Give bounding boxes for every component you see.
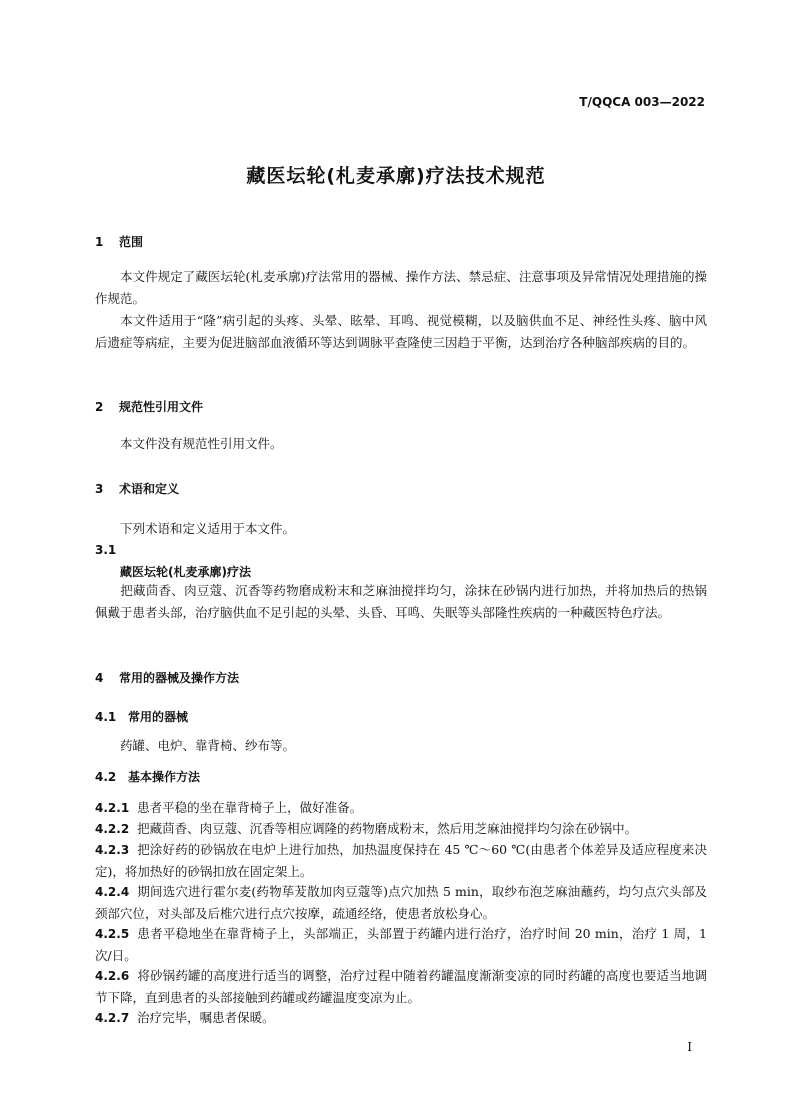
term-definition [95, 580, 707, 624]
section-number: 2 [95, 400, 104, 414]
section-3-heading [95, 480, 179, 497]
section-title: 术语和定义 [119, 482, 180, 496]
step-number: 4.2.3 [95, 843, 130, 857]
step-number: 4.2.7 [95, 1011, 130, 1025]
document-title: 藏医坛轮(札麦承廓)疗法技术规范 [246, 165, 546, 187]
paragraph-text: 本文件没有规范性引用文件。 [120, 436, 283, 451]
section-1-paragraph-2 [95, 310, 707, 354]
section-title: 基本操作方法 [128, 770, 201, 784]
section-title: 常用的器械及操作方法 [119, 671, 240, 685]
section-4-heading [95, 669, 239, 686]
paragraph-text: 下列术语和定义适用于本文件。 [120, 521, 296, 536]
section-1-heading [95, 233, 143, 250]
step-number: 4.2.5 [95, 927, 130, 941]
section-title: 常用的器械 [128, 710, 189, 724]
term-name: 藏医坛轮(札麦承廓)疗法 [120, 565, 251, 579]
step-text: 患者平稳的坐在靠背椅子上，做好准备。 [137, 800, 363, 815]
step-text: 把涂好药的砂锅放在电炉上进行加热，加热温度保持在 45 ℃～60 ℃(由患者个体差异及适应程度来决定)，将加热好的砂锅扣放在固定架上。 [95, 842, 707, 879]
section-4-1-paragraph [95, 735, 707, 757]
paragraph-text: 药罐、电炉、靠背椅、纱布等。 [120, 738, 296, 753]
section-2-heading [95, 398, 203, 415]
section-4-1-heading [95, 708, 188, 725]
section-title: 范围 [119, 235, 144, 249]
section-3-paragraph [95, 518, 707, 540]
step-item [95, 839, 707, 882]
paragraph-text: 把藏茴香、肉豆蔻、沉香等药物磨成粉末和芝麻油搅拌均匀，涂抹在砂锅内进行加热，并将加热后的热锅佩戴于患者头部，治疗脑供血不足引起的头晕、头昏、耳鸣、失眠等头部隆性疾病的一种藏医特色疗法。 [95, 583, 707, 620]
paragraph-text: 本文件规定了藏医坛轮(札麦承廓)疗法常用的器械、操作方法、禁忌症、注意事项及异常情况处理措施的操作规范。 [95, 269, 707, 306]
step-item [95, 797, 707, 819]
paragraph-text: 本文件适用于“隆”病引起的头疼、头晕、眩晕、耳鸣、视觉模糊，以及脑供血不足、神经性头疼、脑中风后遗症等病症，主要为促进脑部血液循环等达到调脉平查隆使三因趋于平衡，达到治疗各种脑部疾病的目的。 [95, 313, 707, 350]
section-number: 4.2 [95, 770, 117, 784]
section-2-paragraph [95, 433, 707, 455]
standard-number: T/QQCA 003—2022 [579, 95, 705, 109]
term-number: 3.1 [95, 543, 117, 557]
step-number: 4.2.6 [95, 969, 130, 983]
step-item [95, 881, 707, 924]
step-item [95, 818, 707, 840]
step-text: 将砂锅药罐的高度进行适当的调整，治疗过程中随着药罐温度渐渐变凉的同时药罐的高度也要适当地调节下降，直到患者的头部接触到药罐或药罐温度变凉为止。 [95, 968, 707, 1005]
section-4-2-heading [95, 768, 200, 785]
section-number: 3 [95, 482, 104, 496]
section-number: 1 [95, 235, 104, 249]
section-title: 规范性引用文件 [119, 400, 204, 414]
step-number: 4.2.1 [95, 801, 130, 815]
section-1-paragraph-1 [95, 266, 707, 310]
step-item [95, 1007, 707, 1029]
step-item [95, 923, 707, 966]
page-number: I [687, 1040, 692, 1054]
step-text: 治疗完毕，嘱患者保暖。 [137, 1010, 275, 1025]
section-number: 4.1 [95, 710, 117, 724]
step-text: 患者平稳地坐在靠背椅子上，头部端正，头部置于药罐内进行治疗，治疗时间 20 min，治疗 1 周，1 次/日。 [95, 926, 707, 963]
step-text: 期间选穴进行霍尔麦(药物荜茇散加肉豆蔻等)点穴加热 5 min，取纱布泡芝麻油蘸药，均匀点穴头部及颈部穴位，对头部及后椎穴进行点穴按摩，疏通经络，使患者放松身心。 [95, 884, 707, 921]
step-number: 4.2.4 [95, 885, 130, 899]
step-number: 4.2.2 [95, 822, 130, 836]
step-text: 把藏茴香、肉豆蔻、沉香等相应调隆的药物磨成粉末，然后用芝麻油搅拌均匀涂在砂锅中。 [137, 821, 638, 836]
step-item [95, 965, 707, 1008]
section-number: 4 [95, 671, 104, 685]
